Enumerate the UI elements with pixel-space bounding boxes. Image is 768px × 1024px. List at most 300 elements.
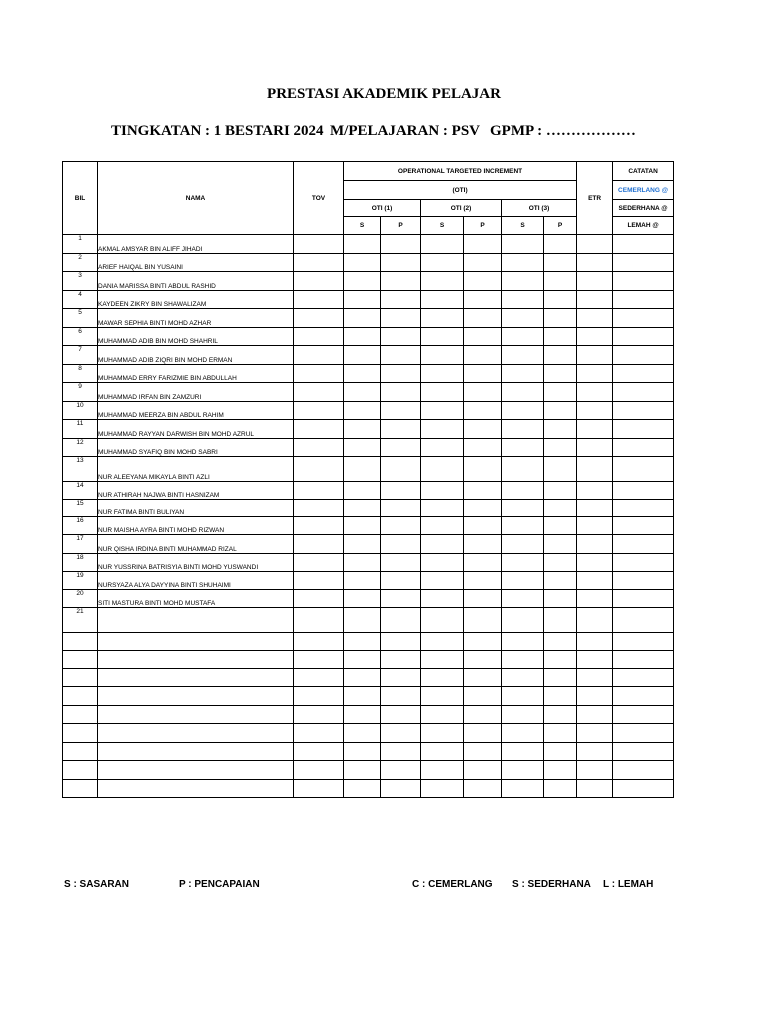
- cell-oti2-p: [464, 365, 502, 383]
- cell-oti3-p: [544, 780, 577, 798]
- table-row: [63, 687, 674, 706]
- cell-tov: [294, 291, 344, 309]
- cell-oti3-p: [544, 633, 577, 651]
- table-row: [63, 669, 674, 687]
- header-lemah: LEMAH @: [613, 217, 674, 235]
- cell-oti1-s: [344, 383, 381, 402]
- cell-catatan: [613, 346, 674, 365]
- student-name: [98, 669, 294, 687]
- row-number: 19: [63, 572, 98, 590]
- tingkatan-label: TINGKATAN : 1 BESTARI 2024: [111, 123, 324, 139]
- cell-oti2-s: [421, 365, 464, 383]
- cell-tov: [294, 590, 344, 608]
- cell-oti3-p: [544, 706, 577, 724]
- cell-etr: [577, 383, 613, 402]
- cell-oti2-p: [464, 633, 502, 651]
- cell-oti1-p: [381, 272, 421, 291]
- cell-oti1-p: [381, 669, 421, 687]
- cell-oti3-s: [502, 272, 544, 291]
- cell-oti2-s: [421, 687, 464, 706]
- cell-oti1-p: [381, 346, 421, 365]
- cell-oti2-p: [464, 590, 502, 608]
- row-number: 11: [63, 420, 98, 439]
- cell-oti2-s: [421, 291, 464, 309]
- table-row: [63, 328, 674, 346]
- cell-catatan: [613, 272, 674, 291]
- student-name: [98, 780, 294, 798]
- cell-oti1-p: [381, 780, 421, 798]
- cell-oti1-s: [344, 608, 381, 633]
- cell-oti3-p: [544, 517, 577, 535]
- cell-catatan: [613, 328, 674, 346]
- cell-oti1-p: [381, 291, 421, 309]
- cell-oti3-p: [544, 590, 577, 608]
- cell-oti2-s: [421, 780, 464, 798]
- header-oti3-s: S: [502, 217, 544, 235]
- cell-catatan: [613, 457, 674, 482]
- cell-tov: [294, 633, 344, 651]
- cell-oti1-s: [344, 291, 381, 309]
- gpmp-label: GPMP : ………………: [490, 123, 636, 139]
- cell-oti1-s: [344, 687, 381, 706]
- cell-oti1-s: [344, 633, 381, 651]
- cell-catatan: [613, 554, 674, 572]
- cell-oti1-s: [344, 272, 381, 291]
- cell-tov: [294, 669, 344, 687]
- row-number: 13: [63, 457, 98, 482]
- cell-oti3-p: [544, 457, 577, 482]
- cell-catatan: [613, 780, 674, 798]
- student-name: [98, 651, 294, 669]
- cell-catatan: [613, 687, 674, 706]
- cell-etr: [577, 761, 613, 780]
- cell-catatan: [613, 572, 674, 590]
- cell-oti2-p: [464, 780, 502, 798]
- cell-oti1-s: [344, 535, 381, 554]
- cell-oti3-p: [544, 572, 577, 590]
- row-number: 6: [63, 328, 98, 346]
- cell-catatan: [613, 743, 674, 761]
- row-number: [63, 633, 98, 651]
- cell-oti3-s: [502, 706, 544, 724]
- row-number: 21: [63, 608, 98, 633]
- cell-tov: [294, 254, 344, 272]
- cell-tov: [294, 383, 344, 402]
- cell-oti1-s: [344, 457, 381, 482]
- cell-oti3-p: [544, 500, 577, 517]
- student-name: MUHAMMAD IRFAN BIN ZAMZURI: [98, 383, 294, 402]
- cell-oti3-s: [502, 346, 544, 365]
- cell-oti2-p: [464, 328, 502, 346]
- cell-oti3-s: [502, 743, 544, 761]
- cell-oti1-p: [381, 554, 421, 572]
- cell-etr: [577, 590, 613, 608]
- cell-oti3-s: [502, 402, 544, 420]
- cell-oti3-p: [544, 291, 577, 309]
- student-name: NUR YUSSRINA BATRISYIA BINTI MOHD YUSWANDI: [98, 554, 294, 572]
- header-oti1: OTI (1): [344, 200, 421, 217]
- cell-oti3-p: [544, 608, 577, 633]
- cell-oti3-p: [544, 651, 577, 669]
- table-row: [63, 309, 674, 328]
- cell-catatan: [613, 608, 674, 633]
- table-row: [63, 743, 674, 761]
- cell-oti1-p: [381, 572, 421, 590]
- table-row: [63, 439, 674, 457]
- student-name: MUHAMMAD ADIB BIN MOHD SHAHRIL: [98, 328, 294, 346]
- cell-oti1-s: [344, 669, 381, 687]
- cell-etr: [577, 669, 613, 687]
- header-oti-title: OPERATIONAL TARGETED INCREMENT: [344, 162, 577, 181]
- table-row: [63, 272, 674, 291]
- cell-oti1-p: [381, 402, 421, 420]
- cell-catatan: [613, 761, 674, 780]
- cell-tov: [294, 346, 344, 365]
- student-name: KAYDEEN ZIKRY BIN SHAWALIZAM: [98, 291, 294, 309]
- cell-oti2-p: [464, 272, 502, 291]
- cell-oti3-s: [502, 328, 544, 346]
- cell-catatan: [613, 482, 674, 500]
- cell-catatan: [613, 365, 674, 383]
- header-oti2-p: P: [464, 217, 502, 235]
- cell-oti3-p: [544, 383, 577, 402]
- cell-etr: [577, 254, 613, 272]
- row-number: [63, 687, 98, 706]
- cell-oti1-s: [344, 706, 381, 724]
- cell-oti2-s: [421, 420, 464, 439]
- cell-oti2-p: [464, 291, 502, 309]
- cell-oti3-s: [502, 633, 544, 651]
- cell-oti3-p: [544, 309, 577, 328]
- cell-oti3-p: [544, 420, 577, 439]
- row-number: [63, 651, 98, 669]
- row-number: [63, 706, 98, 724]
- cell-tov: [294, 309, 344, 328]
- cell-oti3-s: [502, 517, 544, 535]
- cell-etr: [577, 328, 613, 346]
- cell-oti2-p: [464, 482, 502, 500]
- cell-oti1-s: [344, 482, 381, 500]
- cell-oti3-s: [502, 457, 544, 482]
- cell-oti3-s: [502, 365, 544, 383]
- cell-etr: [577, 457, 613, 482]
- table-row: [63, 590, 674, 608]
- cell-catatan: [613, 535, 674, 554]
- cell-oti2-s: [421, 633, 464, 651]
- cell-oti2-p: [464, 761, 502, 780]
- table-row: [63, 482, 674, 500]
- cell-oti2-s: [421, 482, 464, 500]
- cell-oti3-s: [502, 724, 544, 743]
- cell-etr: [577, 535, 613, 554]
- student-name: [98, 761, 294, 780]
- row-number: 10: [63, 402, 98, 420]
- cell-oti3-s: [502, 291, 544, 309]
- cell-oti2-p: [464, 724, 502, 743]
- cell-oti1-p: [381, 457, 421, 482]
- cell-oti1-s: [344, 346, 381, 365]
- cell-tov: [294, 402, 344, 420]
- table-row: [63, 402, 674, 420]
- cell-oti1-s: [344, 590, 381, 608]
- cell-oti1-p: [381, 687, 421, 706]
- performance-table: [62, 161, 674, 798]
- cell-oti2-p: [464, 420, 502, 439]
- cell-catatan: [613, 517, 674, 535]
- student-name: NURSYAZA ALYA DAYYINA BINTI SHUHAIMI: [98, 572, 294, 590]
- cell-oti2-p: [464, 572, 502, 590]
- table-row: [63, 346, 674, 365]
- row-number: [63, 780, 98, 798]
- cell-oti3-p: [544, 687, 577, 706]
- cell-catatan: [613, 235, 674, 254]
- cell-oti2-s: [421, 254, 464, 272]
- cell-etr: [577, 724, 613, 743]
- cell-etr: [577, 554, 613, 572]
- cell-oti2-p: [464, 554, 502, 572]
- student-name: MAWAR SEPHIA BINTI MOHD AZHAR: [98, 309, 294, 328]
- cell-oti2-s: [421, 743, 464, 761]
- cell-oti2-s: [421, 383, 464, 402]
- cell-oti2-p: [464, 235, 502, 254]
- student-name: NUR MAISHA AYRA BINTI MOHD RIZWAN: [98, 517, 294, 535]
- cell-oti3-p: [544, 346, 577, 365]
- cell-oti2-p: [464, 608, 502, 633]
- cell-oti3-s: [502, 420, 544, 439]
- cell-etr: [577, 687, 613, 706]
- cell-oti2-p: [464, 500, 502, 517]
- cell-oti2-s: [421, 309, 464, 328]
- cell-tov: [294, 743, 344, 761]
- row-number: 18: [63, 554, 98, 572]
- header-nama: NAMA: [98, 162, 294, 235]
- cell-tov: [294, 724, 344, 743]
- header-catatan: CATATAN: [613, 162, 674, 181]
- cell-etr: [577, 780, 613, 798]
- cell-tov: [294, 482, 344, 500]
- cell-oti2-s: [421, 346, 464, 365]
- cell-tov: [294, 651, 344, 669]
- cell-oti2-p: [464, 743, 502, 761]
- student-name: MUHAMMAD RAYYAN DARWISH BIN MOHD AZRUL: [98, 420, 294, 439]
- cell-etr: [577, 706, 613, 724]
- table-row: [63, 554, 674, 572]
- row-number: 7: [63, 346, 98, 365]
- cell-oti2-s: [421, 500, 464, 517]
- table-row: [63, 457, 674, 482]
- cell-oti3-p: [544, 328, 577, 346]
- document-title: PRESTASI AKADEMIK PELAJAR: [267, 86, 501, 102]
- cell-oti2-s: [421, 328, 464, 346]
- cell-etr: [577, 365, 613, 383]
- cell-oti2-s: [421, 590, 464, 608]
- cell-tov: [294, 457, 344, 482]
- cell-oti3-p: [544, 669, 577, 687]
- cell-oti1-s: [344, 724, 381, 743]
- cell-etr: [577, 743, 613, 761]
- cell-etr: [577, 633, 613, 651]
- cell-tov: [294, 761, 344, 780]
- legend-sederhana: S : SEDERHANA: [512, 879, 591, 890]
- cell-oti3-s: [502, 500, 544, 517]
- header-oti2: OTI (2): [421, 200, 502, 217]
- cell-oti3-p: [544, 254, 577, 272]
- cell-oti3-p: [544, 554, 577, 572]
- row-number: 12: [63, 439, 98, 457]
- cell-catatan: [613, 309, 674, 328]
- cell-oti1-s: [344, 328, 381, 346]
- row-number: 16: [63, 517, 98, 535]
- cell-oti1-p: [381, 235, 421, 254]
- cell-oti1-s: [344, 517, 381, 535]
- cell-oti3-s: [502, 590, 544, 608]
- student-name: NUR ATHIRAH NAJWA BINTI HASNIZAM: [98, 482, 294, 500]
- cell-etr: [577, 500, 613, 517]
- row-number: 1: [63, 235, 98, 254]
- cell-oti1-p: [381, 254, 421, 272]
- cell-oti1-p: [381, 633, 421, 651]
- cell-oti2-s: [421, 669, 464, 687]
- student-name: NUR ALEEYANA MIKAYLA BINTI AZLI: [98, 457, 294, 482]
- cell-oti1-p: [381, 482, 421, 500]
- cell-tov: [294, 608, 344, 633]
- table-row: [63, 500, 674, 517]
- cell-oti3-s: [502, 669, 544, 687]
- cell-oti3-s: [502, 439, 544, 457]
- cell-oti1-s: [344, 743, 381, 761]
- header-oti3-p: P: [544, 217, 577, 235]
- subject-label: M/PELAJARAN : PSV: [330, 123, 480, 139]
- row-number: 14: [63, 482, 98, 500]
- cell-etr: [577, 420, 613, 439]
- cell-oti2-s: [421, 651, 464, 669]
- student-name: [98, 687, 294, 706]
- table-row: [63, 572, 674, 590]
- cell-catatan: [613, 291, 674, 309]
- cell-oti3-s: [502, 235, 544, 254]
- cell-tov: [294, 439, 344, 457]
- cell-tov: [294, 535, 344, 554]
- cell-oti2-s: [421, 517, 464, 535]
- table-row: [63, 254, 674, 272]
- cell-etr: [577, 572, 613, 590]
- header-oti-abbr: (OTI): [344, 181, 577, 200]
- cell-oti3-s: [502, 651, 544, 669]
- cell-oti2-p: [464, 402, 502, 420]
- cell-oti2-s: [421, 402, 464, 420]
- cell-oti2-s: [421, 457, 464, 482]
- student-name: [98, 608, 294, 633]
- cell-oti3-p: [544, 724, 577, 743]
- table-row: [63, 633, 674, 651]
- cell-tov: [294, 517, 344, 535]
- student-name: AKMAL AMSYAR BIN ALIFF JIHADI: [98, 235, 294, 254]
- cell-oti1-p: [381, 328, 421, 346]
- cell-oti2-s: [421, 608, 464, 633]
- legend-cemerlang: C : CEMERLANG: [412, 879, 493, 890]
- table-row: [63, 291, 674, 309]
- row-number: 2: [63, 254, 98, 272]
- cell-oti1-p: [381, 724, 421, 743]
- cell-etr: [577, 346, 613, 365]
- cell-oti2-p: [464, 651, 502, 669]
- cell-tov: [294, 687, 344, 706]
- header-sederhana: SEDERHANA @: [613, 200, 674, 217]
- table-row: [63, 780, 674, 798]
- cell-oti1-p: [381, 535, 421, 554]
- cell-oti2-p: [464, 517, 502, 535]
- cell-catatan: [613, 669, 674, 687]
- cell-oti3-p: [544, 743, 577, 761]
- row-number: 17: [63, 535, 98, 554]
- cell-oti3-s: [502, 780, 544, 798]
- cell-oti1-p: [381, 365, 421, 383]
- cell-oti2-p: [464, 254, 502, 272]
- cell-catatan: [613, 651, 674, 669]
- student-name: NUR FATIMA BINTI BULIYAN: [98, 500, 294, 517]
- row-number: 20: [63, 590, 98, 608]
- cell-catatan: [613, 500, 674, 517]
- cell-oti2-p: [464, 669, 502, 687]
- cell-oti2-p: [464, 383, 502, 402]
- cell-oti1-p: [381, 383, 421, 402]
- cell-catatan: [613, 590, 674, 608]
- cell-etr: [577, 651, 613, 669]
- cell-oti2-p: [464, 346, 502, 365]
- cell-etr: [577, 608, 613, 633]
- table-row: [63, 517, 674, 535]
- student-name: [98, 633, 294, 651]
- table-row: [63, 706, 674, 724]
- cell-catatan: [613, 724, 674, 743]
- cell-tov: [294, 500, 344, 517]
- row-number: [63, 724, 98, 743]
- cell-catatan: [613, 402, 674, 420]
- row-number: [63, 669, 98, 687]
- cell-oti1-p: [381, 706, 421, 724]
- cell-oti1-s: [344, 235, 381, 254]
- header-bil: BIL: [63, 162, 98, 235]
- cell-catatan: [613, 633, 674, 651]
- cell-oti3-p: [544, 272, 577, 291]
- cell-oti3-s: [502, 535, 544, 554]
- cell-oti3-p: [544, 761, 577, 780]
- cell-oti3-p: [544, 402, 577, 420]
- cell-oti2-s: [421, 272, 464, 291]
- cell-oti3-p: [544, 365, 577, 383]
- cell-oti3-s: [502, 761, 544, 780]
- cell-oti2-p: [464, 439, 502, 457]
- cell-oti2-s: [421, 706, 464, 724]
- cell-oti1-p: [381, 420, 421, 439]
- table-row: [63, 235, 674, 254]
- row-number: 3: [63, 272, 98, 291]
- cell-etr: [577, 272, 613, 291]
- cell-oti2-p: [464, 535, 502, 554]
- legend-pencapaian: P : PENCAPAIAN: [179, 879, 260, 890]
- table-row: [63, 761, 674, 780]
- cell-catatan: [613, 254, 674, 272]
- legend-sasaran: S : SASARAN: [64, 879, 130, 890]
- cell-oti2-s: [421, 554, 464, 572]
- row-number: 15: [63, 500, 98, 517]
- cell-tov: [294, 365, 344, 383]
- cell-oti3-s: [502, 687, 544, 706]
- student-name: SITI MASTURA BINTI MOHD MUSTAFA: [98, 590, 294, 608]
- header-etr: ETR: [577, 162, 613, 235]
- cell-oti1-s: [344, 439, 381, 457]
- student-name: [98, 706, 294, 724]
